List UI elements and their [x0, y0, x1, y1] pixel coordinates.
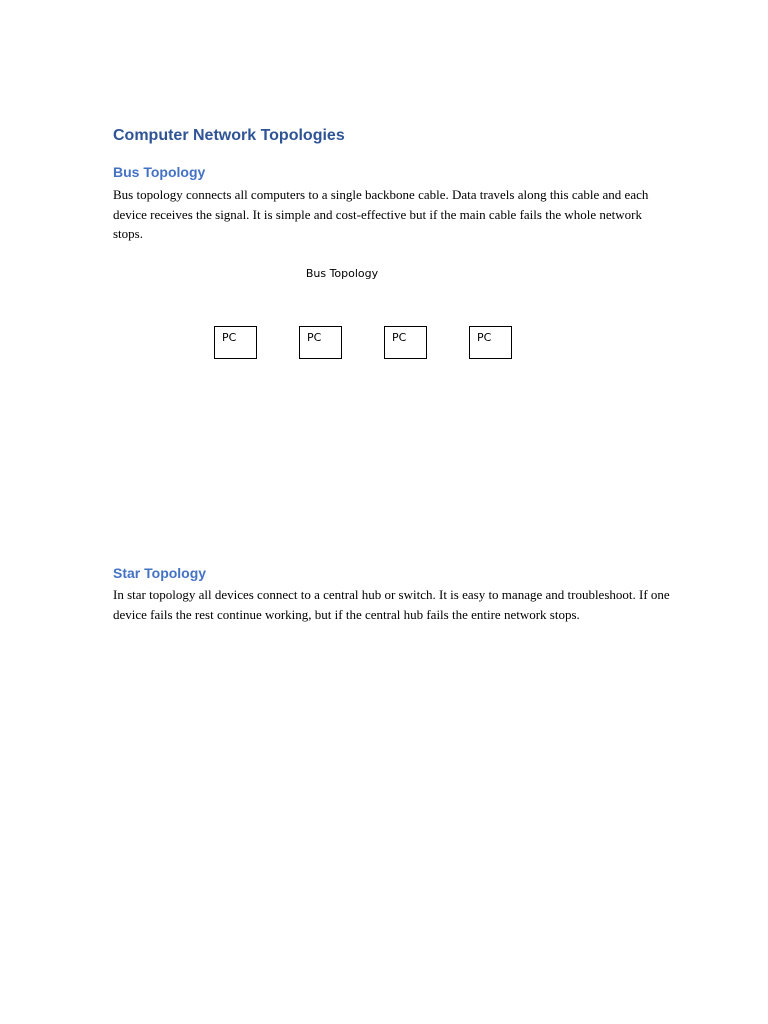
document-title: Computer Network Topologies — [113, 127, 345, 144]
pc-node-2 — [299, 326, 342, 359]
bus-topology-diagram — [200, 262, 540, 372]
star-topology-paragraph: In star topology all devices connect to a central hub or switch. It is easy to manage and troubleshoot. If one device fails the rest continue working, but if the central hub fails the entire network stops. — [113, 587, 670, 622]
pc-node-label: PC — [307, 331, 322, 344]
pc-node-1 — [214, 326, 257, 359]
pc-node-3 — [384, 326, 427, 359]
bus-topology-heading: Bus Topology — [113, 164, 206, 180]
pc-node-label: PC — [392, 331, 407, 344]
pc-node-4 — [469, 326, 512, 359]
diagram-title: Bus Topology — [305, 267, 379, 280]
star-topology-heading: Star Topology — [113, 565, 207, 581]
pc-node-label: PC — [222, 331, 237, 344]
bus-topology-paragraph: Bus topology connects all computers to a single backbone cable. Data travels along this cable and each device receives the signal. It is simple and cost-effective but if the main cable fails the whole network stops. — [113, 187, 649, 241]
pc-node-label: PC — [477, 331, 492, 344]
